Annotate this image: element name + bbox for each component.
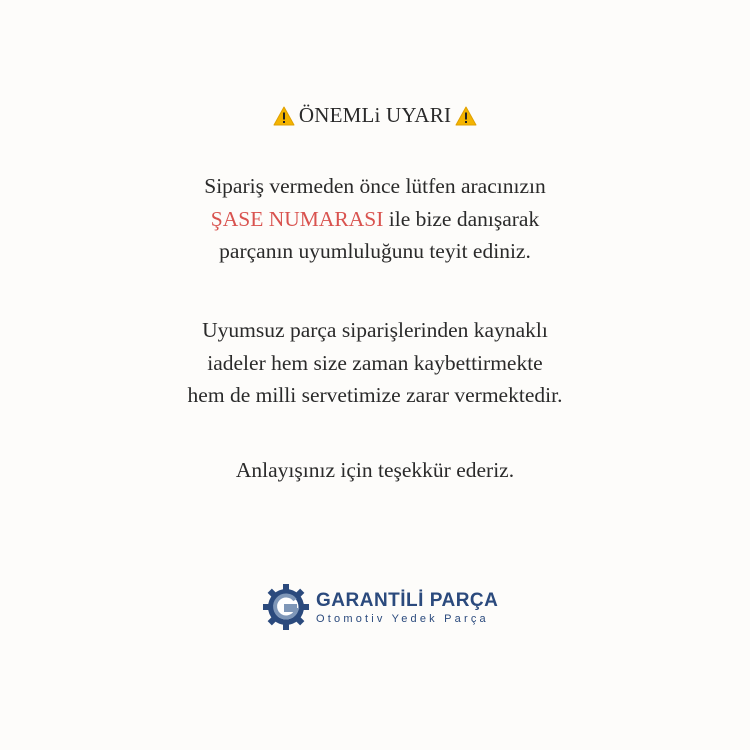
warning-icon [273,106,295,126]
paragraph-line: Uyumsuz parça siparişlerinden kaynaklı [202,318,548,342]
paragraph-line: parçanın uyumluluğunu teyit ediniz. [219,239,531,263]
chassis-number-highlight: ŞASE NUMARASI [210,206,384,231]
paragraph-line-rest: ile bize danışarak [383,206,540,231]
brand-name: GARANTİLİ PARÇA [316,589,499,611]
warning-icon [455,106,477,126]
paragraph-thanks: Anlayışınız için teşekkür ederiz. [235,458,515,482]
paragraph-line: hem de milli servetimize zarar vermektedir. [187,383,563,407]
notice-title-text: ÖNEMLi UYARI [298,103,452,127]
notice-title [0,103,750,128]
brand-logo [262,583,498,631]
logo-text [316,590,498,625]
paragraph-chassis-number [0,170,750,268]
paragraph-line: Sipariş vermeden önce lütfen aracınızın [204,174,546,198]
paragraph-returns [0,314,750,412]
brand-tagline: Otomotiv Yedek Parça [316,612,489,625]
paragraph-line: iadeler hem size zaman kaybettirmekte [207,350,543,375]
gear-g-icon [262,583,310,631]
paragraph-line [0,203,750,236]
